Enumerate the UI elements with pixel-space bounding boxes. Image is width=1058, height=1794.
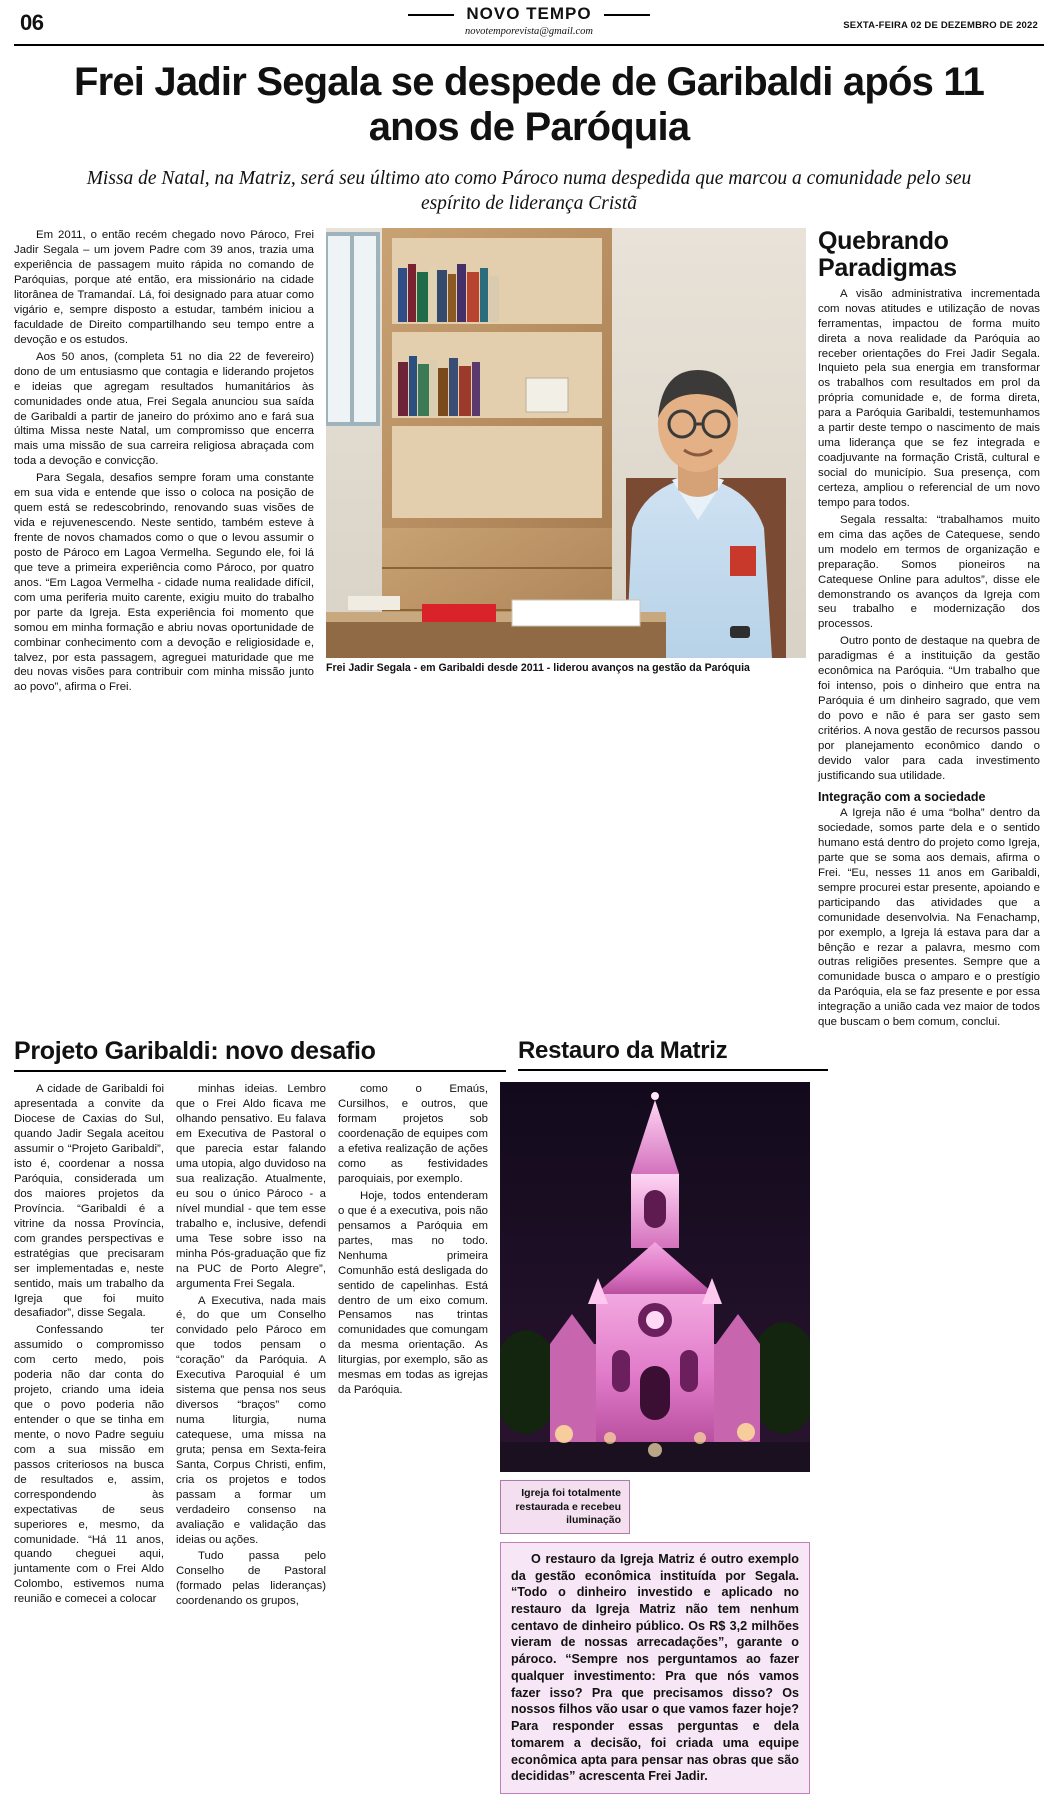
article-headline: Frei Jadir Segala se despede de Garibaldi após 11 anos de Paróquia	[73, 60, 985, 149]
sidebar-column	[818, 228, 1040, 1030]
bottom-content-area	[14, 1082, 1044, 1794]
illuminated-church-illustration	[500, 1082, 810, 1472]
section-titles-row	[14, 1038, 1044, 1072]
projeto-paragraph: A cidade de Garibaldi foi apresentada a convite da Diocese de Caxias do Sul, quando Jadir Segala aceitou assumir o “Projeto Garibaldi”, isto é, coordenar a nossa Paróquia, considerada um dos maiores projetos da Província. “Garibaldi é a vitrine da nossa Província, com grandes perspectivas e estratégias que precisaram ser implementadas e, neste sentido, mais um trabalho da Igreja que foi muito desafiador”, disse Segala.	[14, 1083, 164, 1320]
projeto-paragraph: Tudo passa pelo Conselho de Pastoral (formado pelas lideranças) coordenando os grupos,	[176, 1550, 326, 1608]
section-title-restauro: Restauro da Matriz	[518, 1037, 728, 1065]
lead-paragraph: Para Segala, desafios sempre foram uma constante em sua vida e entende que isso o coloca na posição de quem está se redescobrindo, renovando suas visões de vida e rejuvenescendo. Neste sentido, também esteve à frente de novos chamados como o que o levou assumir o posto de Pároco em Lagoa Vermelha. Segundo ele, foi lá que teve a primeira experiência como Pároco, por quatro anos. “Em Lagoa Vermelha - cidade numa realidade difícil, com uma periferia muito carente, exigiu muito do trabalho por parte da Igreja. Esta experiência foi momento que somou em minha formação e abriu novas oportunidade de combinar conhecimento com a devoção e religiosidade e, talvez, por esta passagem, agreguei maturidade que me deu novas visões para contribuir com minha missão junto ao povo”, afirma o Frei.	[14, 472, 314, 694]
projeto-paragraph: A Executiva, nada mais é, do que um Conselho convidado pelo Pároco em que todos pensam o “coração” da Paróquia. A Executiva Paroquial é um sistema que pensa nos seus diversos “braços” como numa liturgia, numa catequese, uma missa na gruta; pensa em Sexta-feira Santa, Corpus Christi, enfim, cria os projetos e todos passam a formar um verdadeiro consenso na avaliação e validação das ideias ou ações.	[176, 1294, 326, 1546]
main-photo-column	[326, 228, 806, 1030]
projeto-paragraph: como o Emaús, Cursilhos, e outros, que formam projetos sob coordenação de equipes com a efetiva realização de ações como as festividades paroquiais, por exemplo.	[338, 1083, 488, 1186]
article-subhead: Missa de Natal, na Matriz, será seu último ato como Pároco numa despedida que marcou a comunidade pelo seu espírito de liderança Cristã	[86, 167, 972, 214]
spacer	[840, 1038, 1030, 1072]
restauro-title-wrap	[518, 1038, 828, 1072]
projeto-paragraph: Hoje, todos entenderam o que é a executiva, pois não pensamos a Paróquia em partes, mas no todo. Nenhuma primeira Comunhão está desligada do sentido de capelinhas. Está dentro de um eixo comum. Pensamos nas trintas comunidades que comungam da mesma orientação. As liturgias, por exemplo, são as mesmas em todas as igrejas da Paróquia.	[338, 1189, 488, 1397]
projeto-paragraph: minhas ideias. Lembro que o Frei Aldo ficava me olhando pensativo. Eu falava em Executiva de Pastoral o que parecia estar falando uma utopia, algo duvidoso na sua realização. Atualmente, eu sou o único Pároco - a nível mundial - que tem esse trabalho e, inclusive, defendi uma Tese sobre isso na minha Pós-graduação que fiz na PUC de Porto Alegre”, argumenta Frei Segala.	[176, 1083, 326, 1290]
sidebar-paragraph: A visão administrativa incrementada com novas atitudes e utilização de novas ferramentas, impactou de forma muito direta a nova realidade da Paróquia ao receber orientações do Frei Jadir Segala. Inquieto pela sua energia em transformar os trabalhos com resultados em prol da própria comunidade e, de forma direta, para a Paróquia Garibaldi, testemunhamos a partir deste tempo o nascimento de mais uma liderança que se fez integrada e coadjuvante na formação Cristã, cultural e social do município. Sua presença, com certeza, ampliou o referencial de um novo tempo para todos.	[818, 287, 1040, 509]
section-title-projeto: Projeto Garibaldi: novo desafio	[14, 1037, 376, 1066]
projeto-col-2	[176, 1082, 326, 1794]
sidebar-paragraph: Segala ressalta: “trabalhamos muito em cima das ações de Catequese, sendo um modelo em termos de organização e preparação. Somos pioneiros na Catequese Online para adultos”, disse ele demonstrando os avanços da Igreja com seu trabalho e modernização dos processos.	[818, 513, 1040, 631]
lead-text-column	[14, 228, 314, 1030]
publication-date: SEXTA-FEIRA 02 DE DEZEMBRO DE 2022	[843, 20, 1038, 31]
sidebar-subsection-paragraph: A Igreja não é uma “bolha” dentro da sociedade, somos parte dela e o sentido humano está dentro do projeto como Igreja, parte que se soma aos demais, afirma o Frei. “Eu, nesses 11 anos em Garibaldi, sempre procurei estar presente, apoiando e participando das atividades que a comunidade desenvolvia. Na Fenachamp, por exemplo, a Igreja lá estava para dar a bênção e rezar a palavra, mesmo com outras religiões presentes. Sempre que a comunidade busca o amparo e o prestígio da Paróquia, ela se faz presente e por essa integração a união cada vez maior de todos que buscam o bem comum, conclui.	[818, 807, 1040, 1029]
church-photo-caption: Igreja foi totalmente restaurada e recebeu iluminação	[500, 1480, 630, 1533]
restauro-column	[500, 1082, 810, 1794]
office-portrait-illustration	[326, 228, 806, 658]
restauro-text-box: O restauro da Igreja Matriz é outro exemplo da gestão econômica instituída por Segala. “Todo o dinheiro investido e aplicado no restauro da Igreja Matriz não tem nenhum centavo de dinheiro público. Os R$ 3,2 milhões vieram de nossas arrecadações”, garante o pároco. “Sempre nos perguntamos ao fazer qualquer investimento: Pra que nós vamos fazer isso? Pra que precisamos disso? Os nossos filhos vão usar o que vamos fazer hoje? Para responder essas perguntas e dela tomarem a decisão, foi criada uma equipe econômica apta para pensar nas obras que são decididas” acrescenta Frei Jadir.	[500, 1542, 810, 1794]
sidebar-paragraph: Outro ponto de destaque na quebra de paradigmas é a instituição da gestão econômica na Paróquia. “Um trabalho que foi intenso, pois o dinheiro que entra na Paróquia é um dinheiro sagrado, que vem do povo e não é para ser gasto sem critérios. A nova gestão de recursos passou por planejamento econômico dando o devido valor para cada investimento justificando sua utilidade.	[818, 635, 1040, 782]
page-number: 06	[20, 10, 44, 35]
publication-email: novotemporevista@gmail.com	[465, 26, 593, 37]
main-photo-caption: Frei Jadir Segala - em Garibaldi desde 2011 - liderou avanços na gestão da Paróquia	[326, 662, 750, 675]
lead-paragraph: Aos 50 anos, (completa 51 no dia 22 de fevereiro) dono de um entusiasmo que contagia e liderando projetos e ideias que agregam resultados humanitários às comunidades onde atua, Frei Segala anunciou sua saída de Garibaldi a partir de janeiro do próximo ano e fará sua última Missa neste Natal, um compromisso que encerra mais uma missão de sua carreira religiosa abraçada com toda a devoção e convicção.	[14, 350, 314, 468]
sidebar-subsection-title: Integração com a sociedade	[818, 789, 986, 804]
projeto-col-1	[14, 1082, 164, 1794]
projeto-col-3	[338, 1082, 488, 1794]
church-photo	[500, 1082, 810, 1472]
main-photo	[326, 228, 806, 658]
projeto-title-wrap	[14, 1038, 506, 1072]
sidebar-title: Quebrando Paradigmas	[818, 227, 957, 282]
restauro-caption-row	[500, 1480, 810, 1533]
masthead	[14, 0, 1044, 46]
section-rule	[14, 1070, 506, 1072]
section-rule	[518, 1069, 828, 1071]
publication-title: NOVO TEMPO	[466, 4, 592, 23]
projeto-paragraph: Confessando ter assumido o compromisso com certo medo, pois poderia não dar conta do projeto, criando uma ideia que o povo poderia não entender o que se tinha em mente, o novo Padre seguiu com a sua missão em passos criteriosos na busca de resultados e, assim, correspondendo às expectativas de seus superiores e, mesmo, da comunidade. “Há 11 anos, quando cheguei aqui, juntamente com o Frei Aldo Colombo, estivemos numa reunião e comecei a colocar	[14, 1324, 164, 1606]
lead-paragraph: Em 2011, o então recém chegado novo Pároco, Frei Jadir Segala – um jovem Padre com 39 anos, trazia uma experiência de passagem muito rápida no comando de Paróquias, porque até então, era missionário na cidade litorânea de Tramandaí. Lá, foi designado para atuar como vigário e, sempre disposto a estudar, também iniciou a faculdade de Direito compartilhando seu tempo entre a devoção e os estudos.	[14, 229, 314, 346]
top-content-area	[14, 228, 1044, 1030]
